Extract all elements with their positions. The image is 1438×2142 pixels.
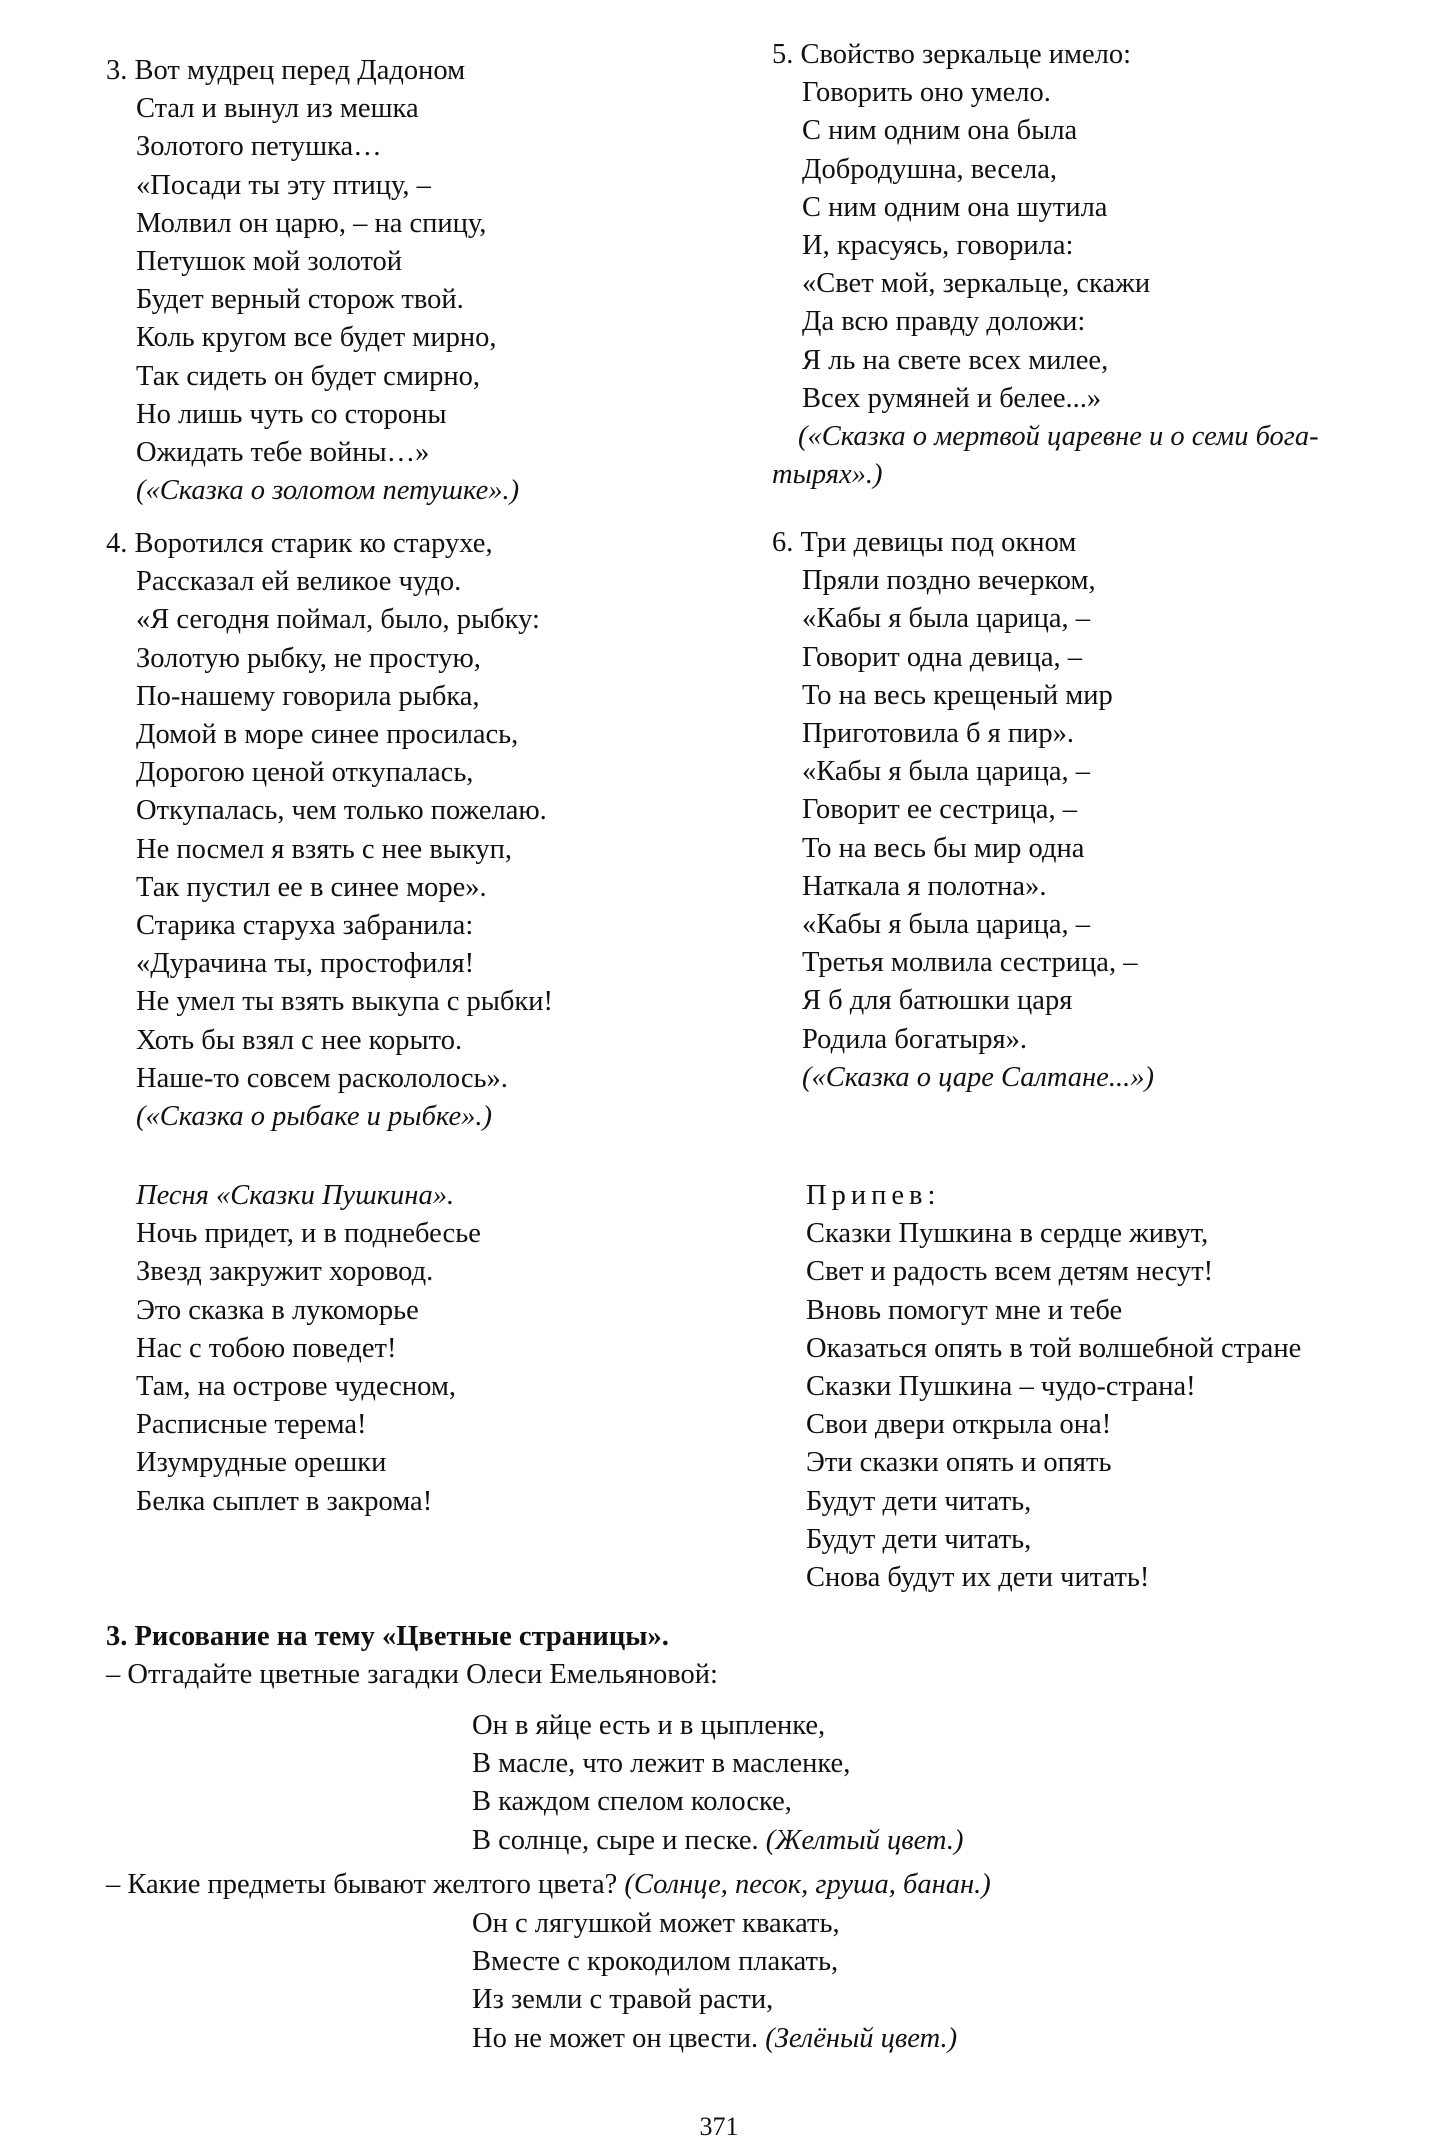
riddle-2	[472, 1905, 957, 2058]
riddle-line: В солнце, сыре и песке. (Желтый цвет.)	[472, 1824, 964, 1856]
poem-line: Но лишь чуть со стороны	[136, 398, 447, 430]
riddle-line: Он в яйце есть и в цыпленке,	[472, 1710, 826, 1741]
riddle-line: Он с лягушкой может квакать,	[472, 1908, 840, 1939]
chorus-line: Эти сказки опять и опять	[806, 1447, 1112, 1479]
poem-line: Родила богатыря».	[802, 1023, 1028, 1055]
section-heading-block	[106, 1618, 718, 1694]
poem-line: 6. Три девицы под окном	[772, 527, 1077, 558]
poem-line: Пряли поздно вечерком,	[802, 565, 1096, 597]
chorus-line: Сказки Пушкина – чудо-страна!	[806, 1371, 1196, 1403]
riddle-answer: (Желтый цвет.)	[765, 1824, 964, 1856]
poem-line: Приготовила б я пир».	[802, 718, 1074, 750]
question-answer: (Солнце, песок, груша, банан.)	[624, 1869, 991, 1900]
poem-line: Говорить оно умело.	[802, 77, 1051, 109]
riddle-line: Из земли с травой расти,	[472, 1984, 774, 2016]
poem-line: Не посмел я взять с нее выкуп,	[136, 833, 513, 865]
poem-line: Стал и вынул из мешка	[136, 93, 419, 125]
poem-line: Дорогою ценой откупалась,	[136, 757, 474, 789]
poem-line: Откупалась, чем только пожелаю.	[136, 795, 547, 827]
poem-line: «Дурачина ты, простофиля!	[136, 948, 475, 980]
chorus-line: Свои двери открыла она!	[806, 1409, 1112, 1441]
poem-line: Наткала я полотна».	[802, 870, 1047, 902]
chorus-line: Сказки Пушкина в сердце живут,	[806, 1218, 1209, 1250]
poem-line: 4. Воротился старик ко старухе,	[106, 528, 493, 559]
song-line: Расписные терема!	[136, 1409, 367, 1441]
poem-line: «Я сегодня поймал, было, рыбку:	[136, 604, 540, 636]
poem-line: «Посади ты эту птицу, –	[136, 169, 431, 201]
song-line: Там, на острове чудесном,	[136, 1371, 457, 1403]
poem-line: Старика старуха забранила:	[136, 910, 474, 942]
chorus	[806, 1177, 1301, 1597]
riddle-line: В каждом спелом колоске,	[472, 1786, 792, 1818]
poem-line: «Кабы я была царица, –	[802, 756, 1090, 788]
poem-source: («Сказка о мертвой царевне и о семи бога-	[798, 421, 1319, 453]
poem-line: Петушок мой золотой	[136, 246, 403, 278]
poem-3	[106, 52, 519, 510]
chorus-line: Будут дети читать,	[806, 1485, 1032, 1517]
poem-line: По-нашему говорила рыбка,	[136, 680, 480, 712]
song-line: Звезд закружит хоровод.	[136, 1256, 434, 1288]
song-line: Изумрудные орешки	[136, 1447, 387, 1479]
poem-line: С ним одним она шутила	[802, 191, 1108, 223]
poem-line: «Свет мой, зеркальце, скажи	[802, 268, 1151, 300]
poem-line: Всех румяней и белее...»	[802, 382, 1102, 414]
poem-6	[772, 524, 1154, 1097]
chorus-title: Припев:	[806, 1180, 941, 1211]
poem-line: Будет верный сторож твой.	[136, 284, 464, 316]
poem-source: («Сказка о золотом петушке».)	[136, 475, 520, 507]
question-block	[106, 1866, 991, 1904]
poem-line: Наше-то совсем раскололось».	[136, 1062, 508, 1094]
poem-source: («Сказка о царе Салтане...»)	[802, 1061, 1154, 1093]
poem-line: Третья молвила сестрица, –	[802, 947, 1138, 979]
poem-line: Не умел ты взять выкупа с рыбки!	[136, 986, 553, 1018]
chorus-line: Будут дети читать,	[806, 1523, 1032, 1555]
poem-line: Золотого петушка…	[136, 131, 382, 163]
riddle-line: Но не может он цвести. (Зелёный цвет.)	[472, 2022, 958, 2054]
song-title: Песня «Сказки Пушкина».	[136, 1180, 455, 1211]
poem-line: «Кабы я была царица, –	[802, 909, 1090, 941]
question-line: – Какие предметы бывают желтого цвета? (Солнце, песок, груша, банан.)	[106, 1869, 991, 1900]
poem-line: Коль кругом все будет мирно,	[136, 322, 497, 354]
chorus-line: Оказаться опять в той волшебной стране	[806, 1332, 1302, 1364]
poem-line: «Кабы я была царица, –	[802, 603, 1090, 635]
poem-line: Ожидать тебе войны…»	[136, 437, 430, 469]
poem-line: Я ль на свете всех милее,	[802, 344, 1109, 376]
poem-line: Молвил он царю, – на спицу,	[136, 207, 487, 239]
song-line: Это сказка в лукоморье	[136, 1294, 419, 1326]
poem-line: С ним одним она была	[802, 115, 1078, 147]
poem-line: Домой в море синее просилась,	[136, 719, 519, 751]
song-line: Белка сыплет в закрома!	[136, 1485, 433, 1517]
poem-line: 5. Свойство зеркальце имело:	[772, 39, 1132, 70]
poem-line: Так сидеть он будет смирно,	[136, 360, 480, 392]
poem-line: И, красуясь, говорила:	[802, 230, 1074, 262]
page-number: 371	[699, 2112, 739, 2141]
poem-5	[772, 36, 1319, 494]
poem-line: Хоть бы взял с нее корыто.	[136, 1024, 463, 1056]
chorus-line: Снова будут их дети читать!	[806, 1562, 1150, 1594]
song	[136, 1177, 481, 1521]
song-line: Нас с тобою поведет!	[136, 1332, 397, 1364]
poem-source: тырях».)	[772, 459, 883, 491]
poem-line: То на весь крещеный мир	[802, 679, 1113, 711]
poem-line: Золотую рыбку, не простую,	[136, 642, 481, 674]
section-heading: 3. Рисование на тему «Цветные страницы».	[106, 1621, 669, 1652]
poem-4	[106, 525, 553, 1136]
poem-line: Я б для батюшки царя	[802, 985, 1073, 1017]
poem-line: То на весь бы мир одна	[802, 832, 1085, 864]
poem-line: Да всю правду доложи:	[802, 306, 1086, 338]
poem-line: Добродушна, весела,	[802, 153, 1058, 185]
poem-line: Так пустил ее в синее море».	[136, 871, 487, 903]
poem-line: Рассказал ей великое чудо.	[136, 566, 462, 598]
riddle-1	[472, 1707, 963, 1860]
section-intro: – Отгадайте цветные загадки Олеси Емельяновой:	[106, 1659, 718, 1691]
song-line: Ночь придет, и в поднебесье	[136, 1218, 481, 1250]
riddle-line: В масле, что лежит в масленке,	[472, 1748, 851, 1780]
chorus-line: Свет и радость всем детям несут!	[806, 1256, 1214, 1288]
chorus-line: Вновь помогут мне и тебе	[806, 1294, 1123, 1326]
poem-line: Говорит одна девица, –	[802, 641, 1083, 673]
poem-line: Говорит ее сестрица, –	[802, 794, 1077, 826]
riddle-answer: (Зелёный цвет.)	[765, 2022, 958, 2054]
poem-source: («Сказка о рыбаке и рыбке».)	[136, 1101, 493, 1133]
riddle-line: Вместе с крокодилом плакать,	[472, 1946, 839, 1978]
poem-line: 3. Вот мудрец перед Дадоном	[106, 55, 466, 86]
